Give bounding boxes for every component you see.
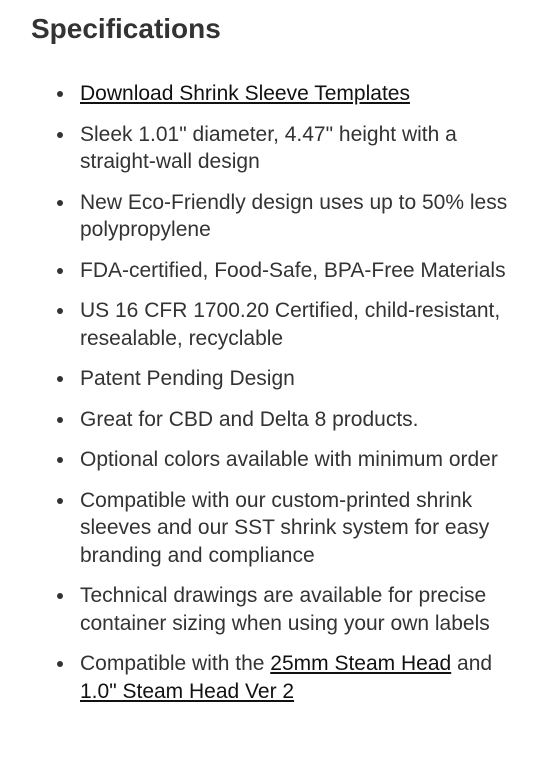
spec-item-certification: [80, 297, 518, 352]
spec-item-eco: [80, 189, 518, 244]
spec-item-dimensions: [80, 121, 518, 176]
bullet-icon: [57, 498, 63, 504]
spec-text: Sleek 1.01" diameter, 4.47" height with a straight-wall design: [80, 122, 457, 173]
bullet-icon: [57, 308, 63, 314]
spec-item-templates: [80, 80, 518, 108]
specifications-list: [31, 80, 518, 705]
spec-text: Technical drawings are available for precise container sizing when using your own labels: [80, 584, 490, 635]
spec-item-technical-drawings: [80, 582, 518, 637]
spec-text: Great for CBD and Delta 8 products.: [80, 407, 419, 431]
spec-text: Patent Pending Design: [80, 367, 295, 390]
bullet-icon: [57, 661, 63, 667]
bullet-icon: [57, 376, 63, 382]
spec-text: and: [451, 652, 493, 675]
bullet-icon: [57, 132, 63, 138]
bullet-icon: [57, 200, 63, 206]
bullet-icon: [57, 417, 63, 423]
spec-item-materials: [80, 257, 518, 285]
spec-text: FDA-certified, Food-Safe, BPA-Free Materials: [80, 258, 506, 282]
spec-item-patent: [80, 365, 518, 393]
spec-text: US 16 CFR 1700.20 Certified, child-resistant, resealable, recyclable: [80, 299, 501, 350]
spec-item-products: [80, 406, 518, 434]
spec-text: Compatible with our custom-printed shrink sleeves and our SST shrink system for easy branding and compliance: [80, 488, 490, 567]
spec-text: Compatible with the: [80, 652, 271, 675]
spec-item-steam-heads: [80, 650, 518, 705]
section-title: Specifications: [31, 13, 221, 44]
spec-text: New Eco-Friendly design uses up to 50% less polypropylene: [80, 190, 508, 241]
steam-head-25mm-link[interactable]: 25mm Steam Head: [270, 652, 452, 675]
bullet-icon: [57, 268, 63, 274]
spec-text: Optional colors available with minimum order: [80, 448, 498, 471]
bullet-icon: [57, 91, 63, 97]
bullet-icon: [57, 457, 63, 463]
bullet-icon: [57, 593, 63, 599]
download-templates-link[interactable]: Download Shrink Sleeve Templates: [80, 82, 410, 105]
spec-item-shrink-sleeves: [80, 487, 518, 570]
spec-item-colors: [80, 446, 518, 474]
steam-head-ver2-link[interactable]: 1.0" Steam Head Ver 2: [80, 679, 295, 703]
